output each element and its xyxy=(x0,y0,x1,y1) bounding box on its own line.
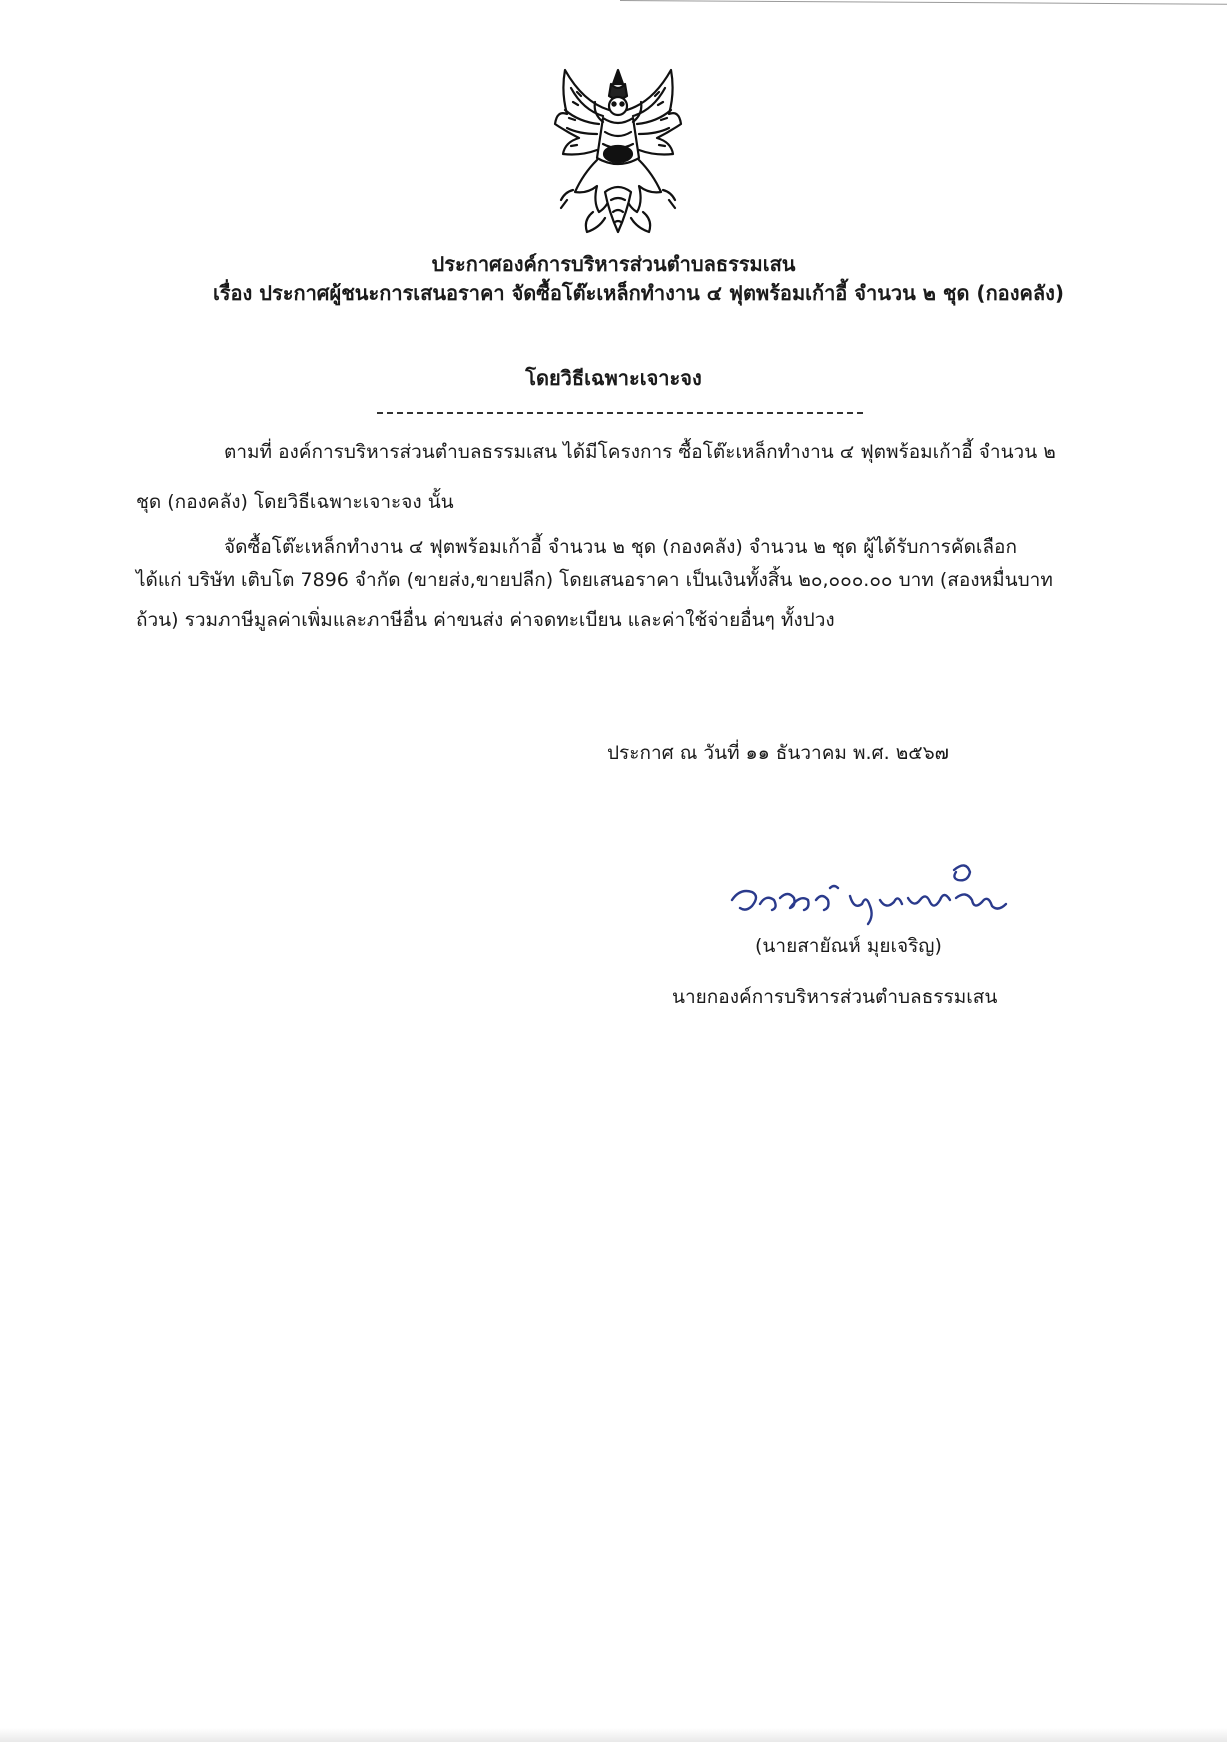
signatory-position: นายกองค์การบริหารส่วนตำบลธรรมเสน xyxy=(672,986,998,1008)
announcement-method: โดยวิธีเฉพาะเจาะจง xyxy=(525,366,702,390)
dashed-divider xyxy=(377,412,863,414)
announcement-date: ประกาศ ณ วันที่ ๑๑ ธันวาคม พ.ศ. ๒๕๖๗ xyxy=(607,742,949,764)
scan-edge-line xyxy=(620,0,1227,5)
body-line: ชุด (กองคลัง) โดยวิธีเฉพาะเจาะจง นั้น xyxy=(136,491,454,513)
garuda-emblem-icon xyxy=(553,62,683,252)
signatory-name: (นายสายัณห์ มุยเจริญ) xyxy=(755,935,942,957)
announcement-subject: เรื่อง ประกาศผู้ชนะการเสนอราคา จัดซื้อโต๊ะเหล็กทำงาน ๔ ฟุตพร้อมเก้าอี้ จำนวน ๒ ชุด (กองคลัง) xyxy=(212,281,1065,305)
announcement-title: ประกาศองค์การบริหารส่วนตำบลธรรมเสน xyxy=(431,252,796,276)
body-line: ถ้วน) รวมภาษีมูลค่าเพิ่มและภาษีอื่น ค่าขนส่ง ค่าจดทะเบียน และค่าใช้จ่ายอื่นๆ ทั้งปวง xyxy=(136,609,835,631)
body-line: จัดซื้อโต๊ะเหล็กทำงาน ๔ ฟุตพร้อมเก้าอี้ จำนวน ๒ ชุด (กองคลัง) จำนวน ๒ ชุด ผู้ได้รับการคัดเลือก xyxy=(224,536,1017,558)
body-line: ตามที่ องค์การบริหารส่วนตำบลธรรมเสน ได้มีโครงการ ซื้อโต๊ะเหล็กทำงาน ๔ ฟุตพร้อมเก้าอี้ จำนวน ๒ xyxy=(224,441,1056,463)
handwritten-signature xyxy=(730,850,1030,930)
scan-bottom-shadow xyxy=(0,1728,1227,1742)
body-line: ได้แก่ บริษัท เติบโต 7896 จำกัด (ขายส่ง,ขายปลีก) โดยเสนอราคา เป็นเงินทั้งสิ้น ๒๐,๐๐๐.๐๐ บาท (สองหมื่นบาท xyxy=(136,569,1053,591)
